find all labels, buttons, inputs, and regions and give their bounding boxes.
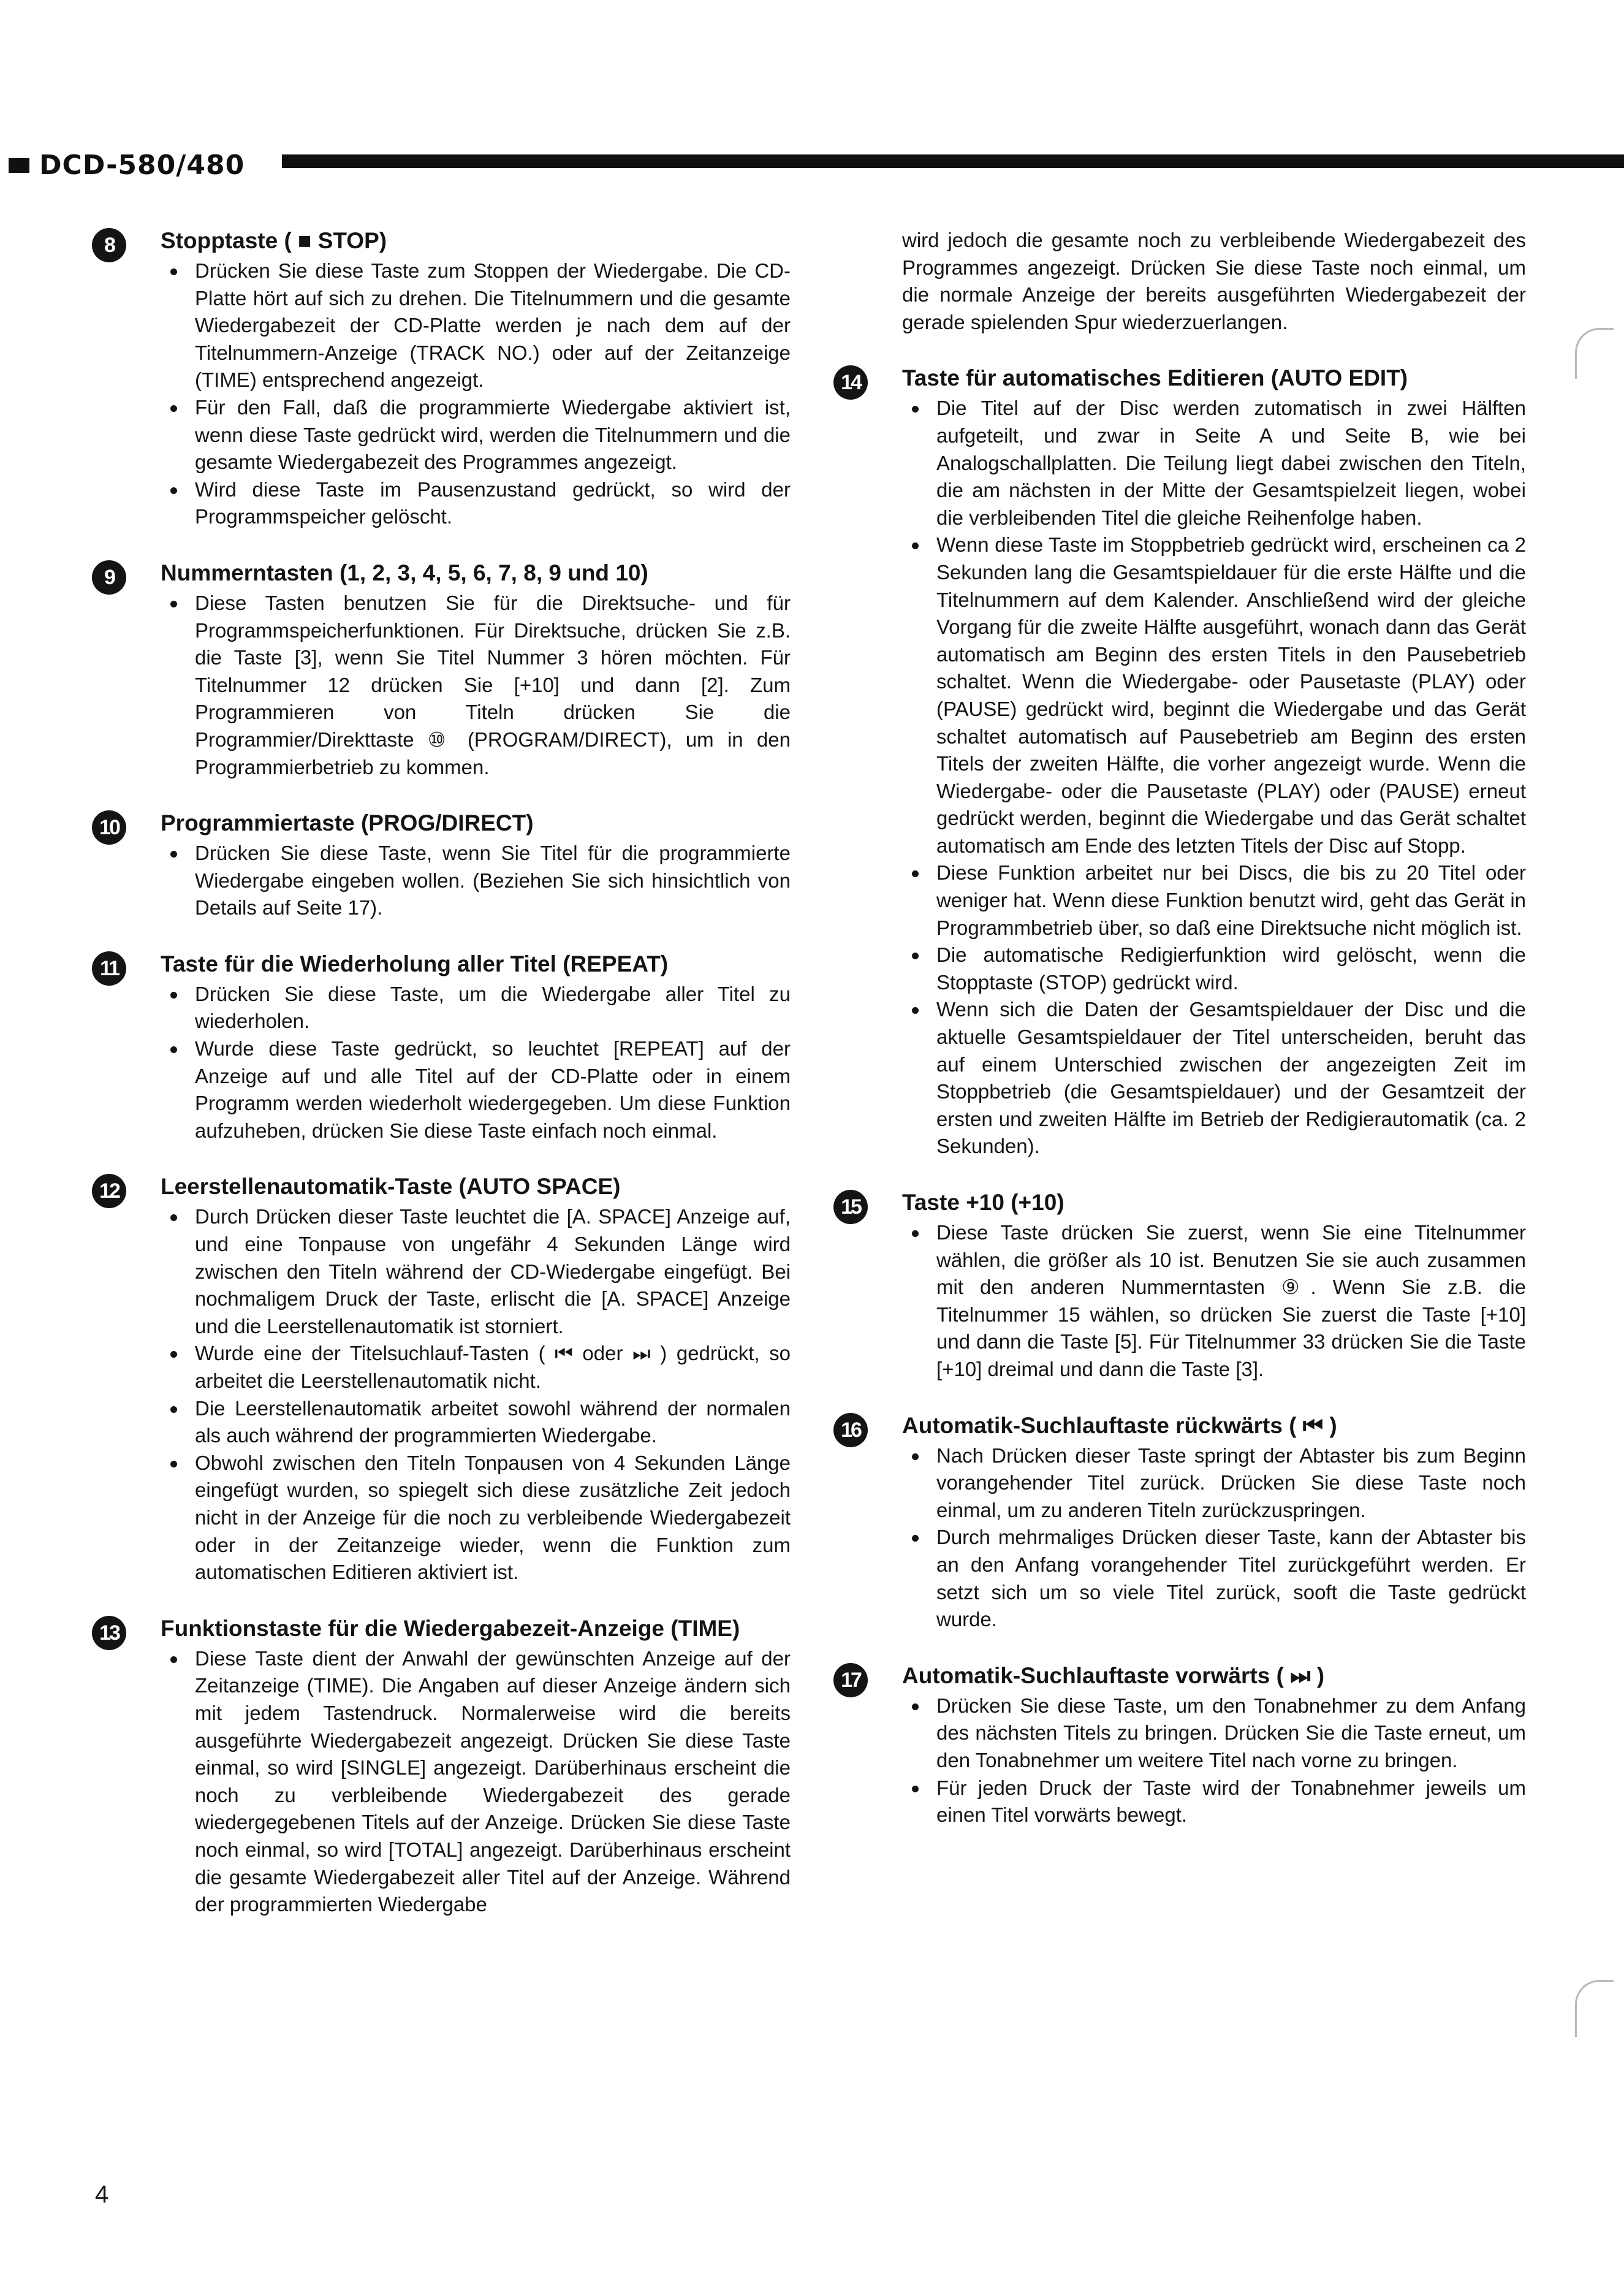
bullet-item: Drücken Sie diese Taste, um die Wiedergabe aller Titel zu wiederholen. bbox=[195, 981, 791, 1035]
header-rule bbox=[282, 154, 1624, 168]
section-12 bbox=[92, 1173, 791, 1586]
bullet-item: Wurde diese Taste gedrückt, so leuchtet [REPEAT] auf der Anzeige auf und alle Titel auf der CD-Platte oder in einem Programm werden wiederholt wiedergegeben. Um diese Funktion aufzuheben, drücken Sie diese Taste einfach noch einmal. bbox=[195, 1035, 791, 1144]
bullet-item: Die Titel auf der Disc werden zutomatisch in zwei Hälften aufgeteilt, und zwar in Seite A und Seite B, wie bei Analogschallplatten. Die Teilung liegt dabei zwischen den Titeln, die am nächsten in der Mitte der Gesamtspielzeit liegen, wobei die verbleibenden Titel die gleiche Reihenfolge haben. bbox=[936, 395, 1526, 531]
section-8 bbox=[92, 227, 791, 531]
right-column bbox=[833, 227, 1526, 1857]
section-15 bbox=[833, 1189, 1526, 1383]
model-square-icon bbox=[9, 158, 29, 173]
scan-artifact-mark bbox=[1575, 1980, 1614, 2037]
section-title: Taste +10 (+10) bbox=[902, 1190, 1064, 1215]
bullet-item: Obwohl zwischen den Titeln Tonpausen von 4 Sekunden Länge eingefügt wurden, so spiegelt sich diese zusätzliche Zeit jedoch nicht in der Anzeige für die noch zu verbleibende Wiedergabezeit oder in der Zeitanzeige wieder, wenn die Funktion zum automatischen Editieren aktiviert ist. bbox=[195, 1450, 791, 1586]
bullet-item: Drücken Sie diese Taste zum Stoppen der Wiedergabe. Die CD-Platte hört auf sich zu drehen. Die Titelnummern und die gesamte Wiedergabezeit der CD-Platte werden je nach dem auf der Titelnummern-Anzeige (TRACK NO.) oder auf der Zeitanzeige (TIME) entsprechend angezeigt. bbox=[195, 257, 791, 394]
bullet-item: Die Leerstellenautomatik arbeitet sowohl während der normalen als auch während der programmierten Wiedergabe. bbox=[195, 1395, 791, 1450]
section-title: Programmiertaste (PROG/DIRECT) bbox=[161, 810, 534, 836]
bullet-item: Wenn diese Taste im Stoppbetrieb gedrückt wird, erscheinen ca 2 Sekunden lang die Gesamtspieldauer für die erste Hälfte und die Titelnummern auf dem Kalender. Anschließend wird der gleiche Vorgang für die zweite Hälfte ausgeführt, wonach dann das Gerät automatisch am Beginn des ersten Titels in den Pausebetrieb schaltet. Wenn die Wiedergabe- oder Pausetaste (PLAY) oder (PAUSE) gedrückt wird, beginnt die Wiedergabe und das Gerät schaltet automatisch auf Pausebetrieb am Beginn des ersten Titels der zweiten Hälfte, die vorher angezeigt wurde. Wenn die Wiedergabe- oder die Pausetaste (PLAY) oder (PAUSE) erneut gedrückt werden, beginnt die Wiedergabe und das Gerät schaltet automatisch am Ende des letzten Titels der Disc auf Stopp. bbox=[936, 531, 1526, 859]
bullet-item: Durch mehrmaliges Drücken dieser Taste, kann der Abtaster bis an den Anfang vorangehender Titel zurückgeführt werden. Er setzt sich um so viele Titel zurück, sooft die Taste gedrückt wurde. bbox=[936, 1524, 1526, 1633]
section-9 bbox=[92, 559, 791, 781]
bullet-item: Wird diese Taste im Pausenzustand gedrückt, so wird der Programmspeicher gelöscht. bbox=[195, 476, 791, 531]
section-title: Taste für automatisches Editieren (AUTO EDIT) bbox=[902, 365, 1408, 391]
section-11 bbox=[92, 950, 791, 1145]
model-label: DCD-580/480 bbox=[39, 150, 245, 181]
section-number-badge: 10 bbox=[92, 810, 126, 845]
section-number-badge: 8 bbox=[92, 228, 126, 262]
section-number-badge: 16 bbox=[833, 1413, 868, 1447]
section-17 bbox=[833, 1662, 1526, 1829]
section-number-badge: 12 bbox=[92, 1174, 126, 1208]
section-title: Automatik-Suchlauftaste rückwärts ( ⏮ ) bbox=[902, 1412, 1337, 1438]
section-number-badge: 11 bbox=[92, 951, 126, 986]
scan-artifact-mark bbox=[1575, 328, 1614, 379]
bullet-item: Diese Taste drücken Sie zuerst, wenn Sie eine Titelnummer wählen, die größer als 10 ist. Benutzen Sie sie auch zusammen mit den anderen Nummerntasten ⑨. Wenn Sie z.B. die Titelnummer 15 wählen, so drücken Sie zuerst die Taste [+10] und dann die Taste [5]. Für Titelnummer 33 drücken Sie die Taste [+10] dreimal und dann die Taste [3]. bbox=[936, 1219, 1526, 1383]
section-title: Funktionstaste für die Wiedergabezeit-Anzeige (TIME) bbox=[161, 1615, 740, 1641]
bullet-item: Drücken Sie diese Taste, um den Tonabnehmer zu dem Anfang des nächsten Titels zu bringen. Drücken Sie die Taste erneut, um den Tonabnehmer um weitere Titel nach vorne zu bringen. bbox=[936, 1692, 1526, 1775]
section-title: Leerstellenautomatik-Taste (AUTO SPACE) bbox=[161, 1174, 621, 1200]
page-number: 4 bbox=[95, 2181, 109, 2208]
section-number-badge: 14 bbox=[833, 365, 868, 400]
bullet-item: Diese Funktion arbeitet nur bei Discs, die bis zu 20 Titel oder weniger hat. Wenn diese Funktion benutzt wird, geht das Gerät in Programmbetrieb über, so daß eine Direktsuche nicht möglich ist. bbox=[936, 859, 1526, 942]
section-10 bbox=[92, 809, 791, 922]
section-title: Automatik-Suchlauftaste vorwärts ( ⏭ ) bbox=[902, 1662, 1325, 1688]
bullet-item: Diese Tasten benutzen Sie für die Direktsuche- und für Programmspeicherfunktionen. Für Direktsuche, drücken Sie z.B. die Taste [3], wenn Sie Titel Nummer 3 hören möchten. Für Titelnummer 12 drücken Sie [+10] und dann [2]. Zum Programmieren von Titeln drücken Sie die Programmier/Direkttaste ⑩ (PROGRAM/DIRECT), um in den Programmierbetrieb zu kommen. bbox=[195, 590, 791, 781]
section-13 bbox=[92, 1615, 791, 1919]
section-number-badge: 15 bbox=[833, 1190, 868, 1224]
bullet-item: Drücken Sie diese Taste, wenn Sie Titel für die programmierte Wiedergabe eingeben wollen. (Beziehen Sie sich hinsichtlich von Details auf Seite 17). bbox=[195, 840, 791, 922]
model-title bbox=[9, 150, 251, 181]
bullet-item: Nach Drücken dieser Taste springt der Abtaster bis zum Beginn vorangehender Titel zurück. Drücken Sie diese Taste noch einmal, um zu anderen Titeln zurückzuspringen. bbox=[936, 1442, 1526, 1524]
bullet-item: Wenn sich die Daten der Gesamtspieldauer der Disc und die aktuelle Gesamtspieldauer der Titel unterscheiden, beruht das auf einem Unterschied zwischen der angezeigten Zeit im Stoppbetrieb (die Gesamtspieldauer) und der Gesamtzeit der ersten und zweiten Hälfte im Betrieb der Redigierautomatik (ca. 2 Sekunden). bbox=[936, 996, 1526, 1160]
continuation-text: wird jedoch die gesamte noch zu verbleibende Wiedergabezeit des Programmes angezeigt. Drücken Sie diese Taste noch einmal, um die normale Anzeige der bereits ausgeführten Wiedergabezeit der gerade spielenden Spur wiederzuerlangen. bbox=[902, 229, 1526, 333]
bullet-item: Durch Drücken dieser Taste leuchtet die [A. SPACE] Anzeige auf, und eine Tonpause von ungefähr 4 Sekunden Länge wird zwischen den Titeln während der CD-Wiedergabe eingefügt. Bei nochmaligem Druck der Taste, erlischt die [A. SPACE] Anzeige und die Leerstellenautomatik ist storniert. bbox=[195, 1203, 791, 1340]
section-title: Taste für die Wiederholung aller Titel (REPEAT) bbox=[161, 951, 669, 976]
section-title: Nummerntasten (1, 2, 3, 4, 5, 6, 7, 8, 9 und 10) bbox=[161, 560, 648, 585]
section-16 bbox=[833, 1412, 1526, 1634]
bullet-item: Wurde eine der Titelsuchlauf-Tasten ( ⏮ oder ⏭ ) gedrückt, so arbeitet die Leerstellenautomatik nicht. bbox=[195, 1340, 791, 1395]
header-bar bbox=[0, 150, 1624, 181]
bullet-item: Für jeden Druck der Taste wird der Tonabnehmer jeweils um einen Titel vorwärts bewegt. bbox=[936, 1775, 1526, 1829]
section-number-badge: 13 bbox=[92, 1616, 126, 1650]
bullet-item: Diese Taste dient der Anwahl der gewünschten Anzeige auf der Zeitanzeige (TIME). Die Angaben auf dieser Anzeige ändern sich mit jedem Tastendruck. Normalerweise wird die bereits ausgeführte Wiedergabezeit angezeigt. Drücken Sie diese Taste einmal, so wird [SINGLE] angezeigt. Darüberhinaus erscheint die noch zu verbleibende Wiedergabezeit des gerade wiedergegebenen Titels auf der Anzeige. Drücken Sie diese Taste noch einmal, so wird [TOTAL] angezeigt. Darüberhinaus erscheint die gesamte Wiedergabezeit aller Titel auf der Anzeige. Während der programmierten Wiedergabe bbox=[195, 1645, 791, 1919]
section-number-badge: 9 bbox=[92, 560, 126, 595]
left-column bbox=[92, 227, 791, 1947]
section-number-badge: 17 bbox=[833, 1663, 868, 1697]
section-title: Stopptaste ( ■ STOP) bbox=[161, 228, 387, 253]
bullet-item: Die automatische Redigierfunktion wird gelöscht, wenn die Stopptaste (STOP) gedrückt wird. bbox=[936, 942, 1526, 996]
bullet-item: Für den Fall, daß die programmierte Wiedergabe aktiviert ist, wenn diese Taste gedrückt wird, werden die Titelnummern und die gesamte Wiedergabezeit des Programmes angezeigt. bbox=[195, 394, 791, 476]
section-14 bbox=[833, 364, 1526, 1160]
